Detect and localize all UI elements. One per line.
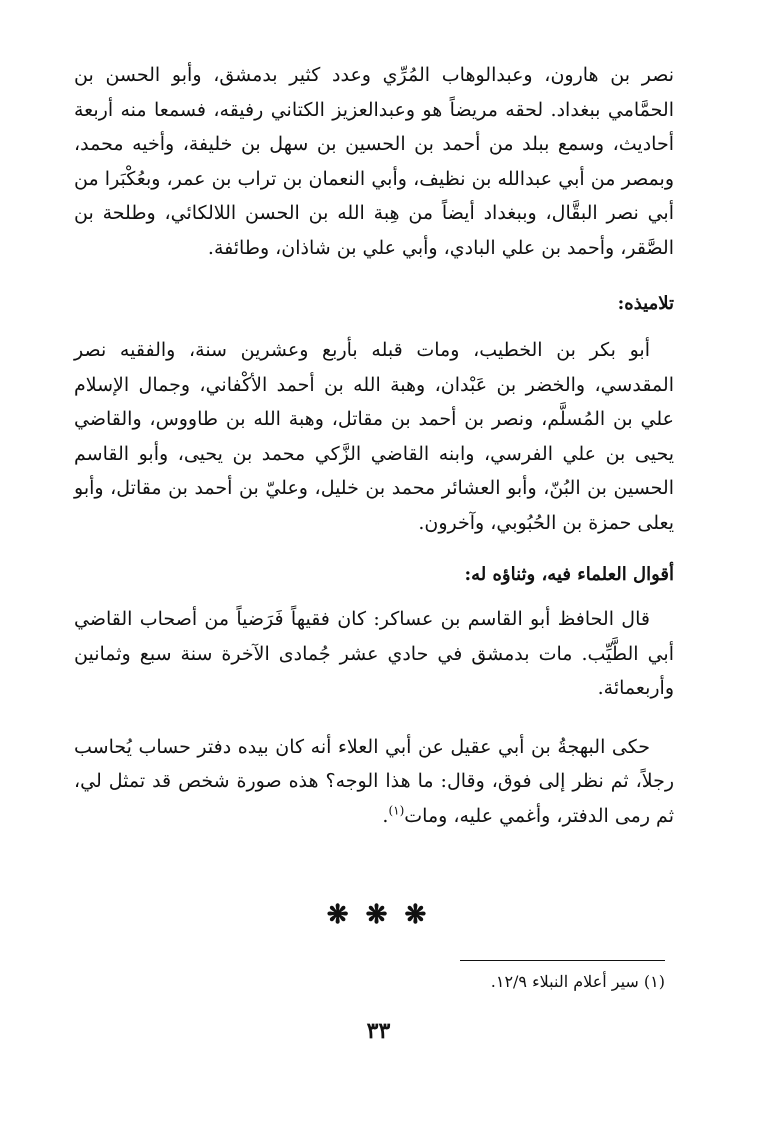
page-number: ٣٣ xyxy=(366,1018,391,1044)
footnote: (١) سير أعلام النبلاء ١٢/٩. xyxy=(490,972,665,991)
story-paragraph xyxy=(74,730,674,834)
praise-heading: أقوال العلماء فيه، وثناؤه له: xyxy=(464,564,674,585)
praise-paragraph: قال الحافظ أبو القاسم بن عساكر: كان فقيهاً فَرَضياً من أصحاب القاضي أبي الطَّيِّب. مات بدمشق في حادي عشر جُمادى الآخرة سنة سبع وثمانين وأربعمائة. xyxy=(74,608,674,699)
section-separator: ❋ ❋ ❋ xyxy=(326,900,431,930)
story-end: . xyxy=(382,804,389,827)
page-body xyxy=(74,58,674,833)
students-heading: تلاميذه: xyxy=(617,293,674,314)
story-text: حكى البهجةُ بن أبي عقيل عن أبي العلاء أنه كان بيده دفتر حساب يُحاسب رجلاً، ثم نظر إلى فوق، وقال: ما هذا الوجه؟ هذه صورة شخص قد تمثل لي، ثم رمى الدفتر، وأغمي عليه، ومات xyxy=(74,735,674,827)
footnote-marker: (١) xyxy=(388,803,405,818)
students-paragraph: أبو بكر بن الخطيب، ومات قبله بأربع وعشرين سنة، والفقيه نصر المقدسي، والخضر بن عَبْدان، وهبة الله بن أحمد الأكْفاني، وجمال الإسلام علي بن المُسلَّم، ونصر بن أحمد بن مقاتل، وهبة الله بن طاووس، والقاضي يحيى بن علي الفرسي، وابنه القاضي الزَّكي محمد بن يحيى، وأبو القاسم الحسين بن البُنّ، وأبو العشائر محمد بن خليل، وعليّ بن أحمد بن مقاتل، وأبو يعلى حمزة بن الحُبُوبي، وآخرون. xyxy=(74,339,674,534)
footnote-divider xyxy=(460,960,665,961)
intro-paragraph: نصر بن هارون، وعبدالوهاب المُرِّي وعدد كثير بدمشق، وأبو الحسن بن الحمَّامي ببغداد. لحقه مريضاً هو وعبدالعزيز الكتاني رفيقه، فسمعا منه أربعة أحاديث، وسمع ببلد من أحمد بن الحسين بن سهل بن خليفة، وأخيه محمد، وبمصر من أبي عبدالله بن نظيف، وأبي النعمان بن تراب بن عمر، وبعُكْبَرا من أبي نصر البقَّال، وببغداد أيضاً من هِبة الله بن الحسن اللالكائي، وطلحة بن الصَّقر، وأحمد بن علي البادي، وأبي علي بن شاذان، وطائفة. xyxy=(74,64,674,259)
